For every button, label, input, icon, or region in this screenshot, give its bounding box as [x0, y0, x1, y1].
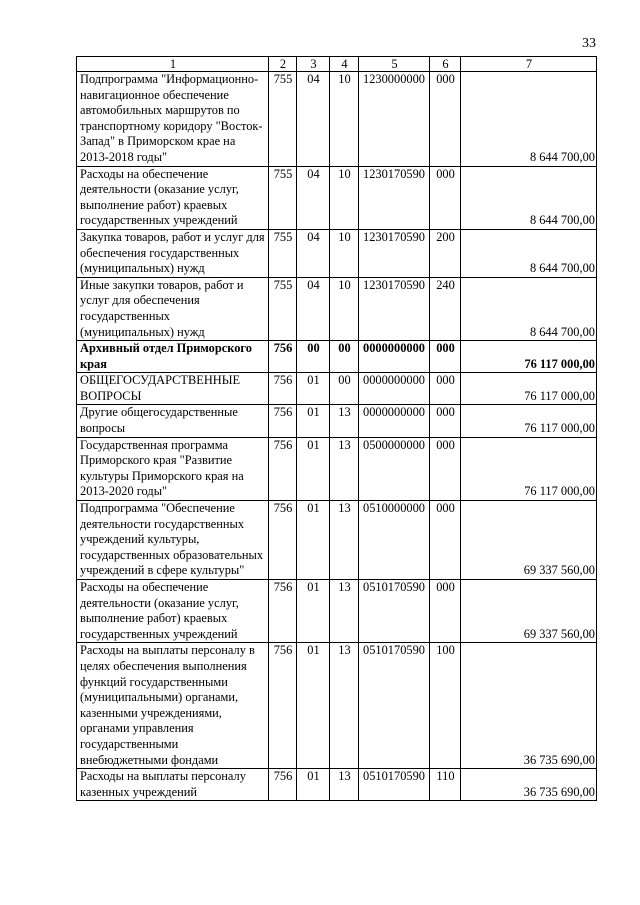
- column-header: 3: [297, 57, 330, 72]
- section-code-cell: 01: [297, 643, 330, 769]
- row-name-cell: Расходы на обеспечение деятельности (оказание услуг, выполнение работ) краевых государственных учреждений: [77, 580, 269, 643]
- target-article-cell: 0510170590: [359, 643, 430, 769]
- amount-cell: 8 644 700,00: [461, 166, 597, 229]
- table-row: [77, 166, 597, 229]
- ministry-code-cell: 755: [269, 277, 297, 340]
- amount-cell: 8 644 700,00: [461, 229, 597, 277]
- target-article-cell: 1230170590: [359, 229, 430, 277]
- section-code-cell: 04: [297, 277, 330, 340]
- column-header: 2: [269, 57, 297, 72]
- target-article-cell: 1230000000: [359, 72, 430, 167]
- column-header: 7: [461, 57, 597, 72]
- amount-cell: 76 117 000,00: [461, 341, 597, 373]
- amount-cell: 76 117 000,00: [461, 405, 597, 437]
- subsection-code-cell: 13: [330, 437, 359, 500]
- row-name-cell: Подпрограмма "Обеспечение деятельности государственных учреждений культуры, государственных образовательных учреждений в сфере культуры": [77, 501, 269, 580]
- amount-cell: 69 337 560,00: [461, 501, 597, 580]
- target-article-cell: 1230170590: [359, 277, 430, 340]
- ministry-code-cell: 755: [269, 166, 297, 229]
- subsection-code-cell: 10: [330, 229, 359, 277]
- table-row: [77, 437, 597, 500]
- row-name-cell: Иные закупки товаров, работ и услуг для обеспечения государственных (муниципальных) нужд: [77, 277, 269, 340]
- column-header: 5: [359, 57, 430, 72]
- target-article-cell: 0000000000: [359, 373, 430, 405]
- target-article-cell: 1230170590: [359, 166, 430, 229]
- ministry-code-cell: 755: [269, 229, 297, 277]
- expense-type-cell: 200: [430, 229, 461, 277]
- ministry-code-cell: 756: [269, 437, 297, 500]
- column-header: 4: [330, 57, 359, 72]
- ministry-code-cell: 756: [269, 769, 297, 801]
- subsection-code-cell: 13: [330, 501, 359, 580]
- table-row: [77, 341, 597, 373]
- table-row: [77, 501, 597, 580]
- section-code-cell: 01: [297, 437, 330, 500]
- expense-type-cell: 000: [430, 341, 461, 373]
- table-row: [77, 769, 597, 801]
- amount-cell: 36 735 690,00: [461, 643, 597, 769]
- amount-cell: 8 644 700,00: [461, 72, 597, 167]
- subsection-code-cell: 13: [330, 643, 359, 769]
- ministry-code-cell: 756: [269, 643, 297, 769]
- section-code-cell: 01: [297, 405, 330, 437]
- section-code-cell: 04: [297, 166, 330, 229]
- table-row: [77, 72, 597, 167]
- ministry-code-cell: 756: [269, 341, 297, 373]
- row-name-cell: Расходы на выплаты персоналу казенных учреждений: [77, 769, 269, 801]
- table-row: [77, 405, 597, 437]
- expense-type-cell: 000: [430, 501, 461, 580]
- target-article-cell: 0510000000: [359, 501, 430, 580]
- ministry-code-cell: 756: [269, 501, 297, 580]
- target-article-cell: 0000000000: [359, 341, 430, 373]
- row-name-cell: Другие общегосударственные вопросы: [77, 405, 269, 437]
- expense-type-cell: 000: [430, 580, 461, 643]
- row-name-cell: Расходы на выплаты персоналу в целях обеспечения выполнения функций государственными (муниципальными) органами, казенными учреждениями, органами управления государственными внебюджетными фондами: [77, 643, 269, 769]
- section-code-cell: 01: [297, 769, 330, 801]
- row-name-cell: ОБЩЕГОСУДАРСТВЕННЫЕ ВОПРОСЫ: [77, 373, 269, 405]
- ministry-code-cell: 756: [269, 405, 297, 437]
- subsection-code-cell: 10: [330, 72, 359, 167]
- page-number: 33: [582, 36, 596, 51]
- expense-type-cell: 000: [430, 72, 461, 167]
- subsection-code-cell: 10: [330, 166, 359, 229]
- row-name-cell: Расходы на обеспечение деятельности (оказание услуг, выполнение работ) краевых государственных учреждений: [77, 166, 269, 229]
- column-header: 6: [430, 57, 461, 72]
- target-article-cell: 0000000000: [359, 405, 430, 437]
- subsection-code-cell: 13: [330, 580, 359, 643]
- amount-cell: 76 117 000,00: [461, 437, 597, 500]
- subsection-code-cell: 10: [330, 277, 359, 340]
- amount-cell: 36 735 690,00: [461, 769, 597, 801]
- target-article-cell: 0510170590: [359, 769, 430, 801]
- subsection-code-cell: 00: [330, 373, 359, 405]
- budget-table: [76, 56, 597, 801]
- expense-type-cell: 100: [430, 643, 461, 769]
- section-code-cell: 01: [297, 373, 330, 405]
- target-article-cell: 0500000000: [359, 437, 430, 500]
- expense-type-cell: 000: [430, 166, 461, 229]
- row-name-cell: Государственная программа Приморского края "Развитие культуры Приморского края на 2013-2020 годы": [77, 437, 269, 500]
- subsection-code-cell: 13: [330, 769, 359, 801]
- table-row: [77, 580, 597, 643]
- table-row: [77, 643, 597, 769]
- amount-cell: 8 644 700,00: [461, 277, 597, 340]
- ministry-code-cell: 756: [269, 373, 297, 405]
- expense-type-cell: 110: [430, 769, 461, 801]
- expense-type-cell: 000: [430, 405, 461, 437]
- ministry-code-cell: 756: [269, 580, 297, 643]
- column-header: 1: [77, 57, 269, 72]
- amount-cell: 76 117 000,00: [461, 373, 597, 405]
- row-name-cell: Подпрограмма "Информационно-навигационное обеспечение автомобильных маршрутов по транспортному коридору "Восток-Запад" в Приморском крае на 2013-2018 годы": [77, 72, 269, 167]
- section-code-cell: 04: [297, 229, 330, 277]
- row-name-cell: Закупка товаров, работ и услуг для обеспечения государственных (муниципальных) нужд: [77, 229, 269, 277]
- row-name-cell: Архивный отдел Приморского края: [77, 341, 269, 373]
- expense-type-cell: 000: [430, 373, 461, 405]
- subsection-code-cell: 00: [330, 341, 359, 373]
- expense-type-cell: 000: [430, 437, 461, 500]
- table-row: [77, 373, 597, 405]
- table-header-row: [77, 57, 597, 72]
- section-code-cell: 04: [297, 72, 330, 167]
- subsection-code-cell: 13: [330, 405, 359, 437]
- expense-type-cell: 240: [430, 277, 461, 340]
- amount-cell: 69 337 560,00: [461, 580, 597, 643]
- ministry-code-cell: 755: [269, 72, 297, 167]
- section-code-cell: 01: [297, 501, 330, 580]
- target-article-cell: 0510170590: [359, 580, 430, 643]
- section-code-cell: 00: [297, 341, 330, 373]
- section-code-cell: 01: [297, 580, 330, 643]
- table-row: [77, 277, 597, 340]
- table-row: [77, 229, 597, 277]
